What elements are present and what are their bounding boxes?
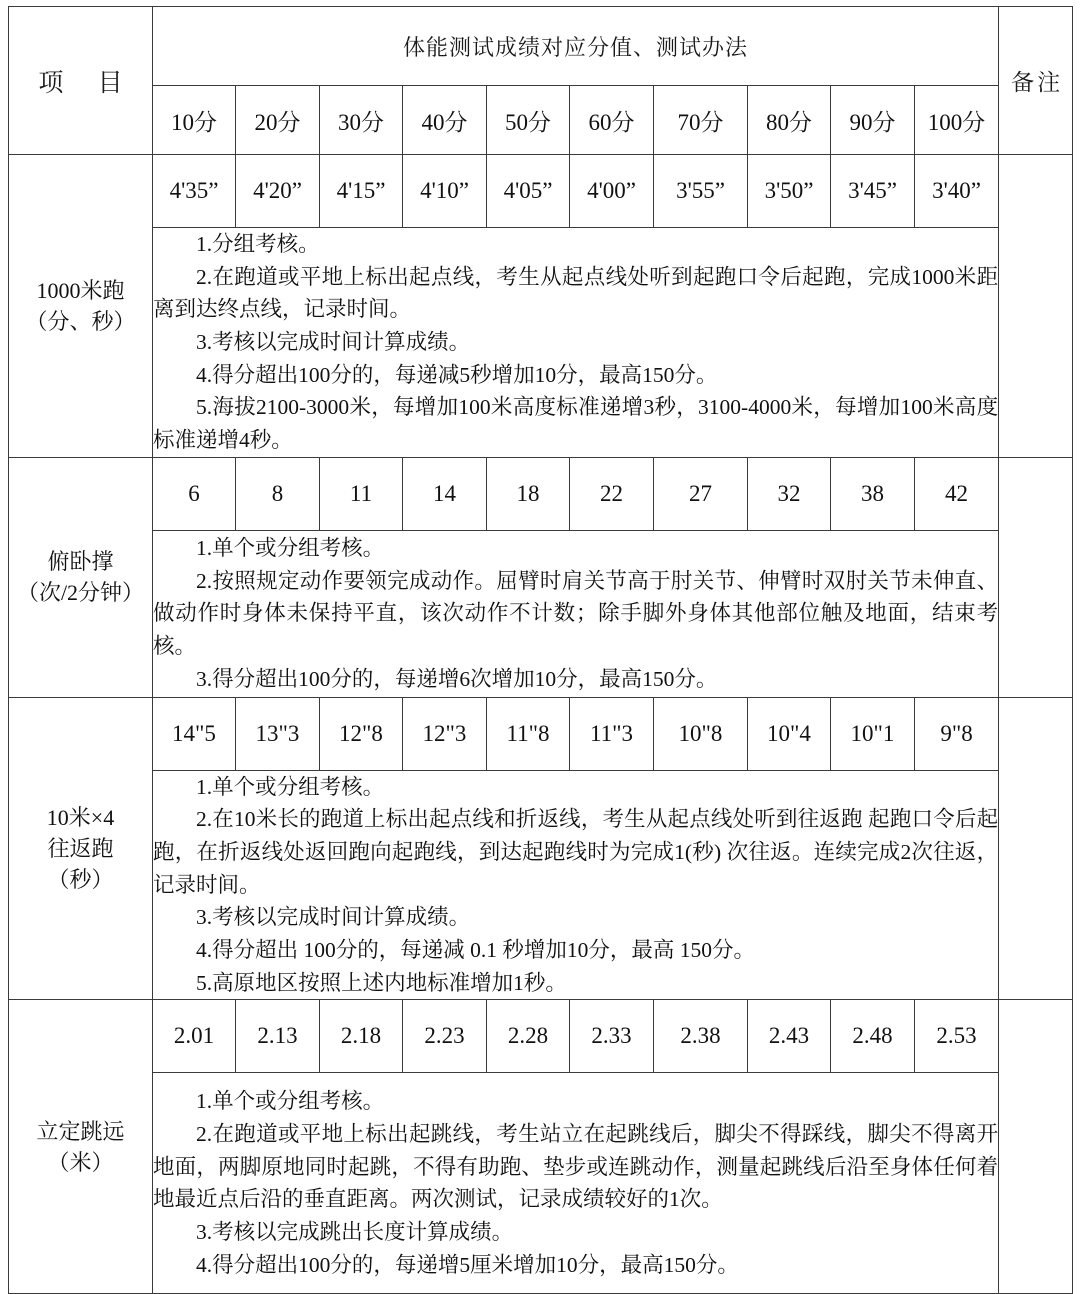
- score-value-cell: 3'55”: [654, 155, 748, 228]
- table-row: [9, 155, 1073, 228]
- column-header-item: 项 目: [9, 7, 153, 155]
- table-row: [9, 1073, 1073, 1294]
- score-value-cell: 4'35”: [153, 155, 236, 228]
- table-row: [9, 228, 1073, 458]
- item-label-standing-long-jump: [9, 1000, 153, 1294]
- score-value-cell: 10"8: [654, 697, 748, 770]
- score-value-cell: 32: [748, 457, 831, 530]
- table-title: 体能测试成绩对应分值、测试办法: [153, 7, 999, 86]
- method-line: 1.单个或分组考核。: [196, 774, 385, 799]
- score-column-header: 100分: [915, 86, 999, 155]
- score-value-cell: 2.33: [570, 1000, 654, 1073]
- score-value-cell: 3'40”: [915, 155, 999, 228]
- score-value-cell: 8: [236, 457, 320, 530]
- score-value-cell: 3'50”: [748, 155, 831, 228]
- score-column-header: 70分: [654, 86, 748, 155]
- score-value-cell: 10"1: [831, 697, 915, 770]
- method-cell-shuttle-run: [153, 770, 999, 1000]
- method-line: 2.在跑道或平地上标出起跳线，考生站立在起跳线后，脚尖不得踩线，脚尖不得离开地面，两脚原地同时起跳，不得有助跑、垫步或连跳动作，测量起跳线后沿至身体任何着地最近点后沿的垂直距离。两次测试，记录成绩较好的1次。: [153, 1122, 999, 1212]
- score-value-cell: 2.43: [748, 1000, 831, 1073]
- score-value-cell: 38: [831, 457, 915, 530]
- score-value-cell: 6: [153, 457, 236, 530]
- score-column-header: 50分: [487, 86, 570, 155]
- score-value-cell: 2.38: [654, 1000, 748, 1073]
- item-label-line: 俯卧撑: [47, 548, 114, 574]
- fitness-standards-table: [8, 6, 1073, 1294]
- method-line: 3.考核以完成跳出长度计算成绩。: [196, 1220, 514, 1245]
- method-line: 1.分组考核。: [196, 232, 320, 256]
- score-value-cell: 2.28: [487, 1000, 570, 1073]
- method-line: 3.考核以完成时间计算成绩。: [196, 330, 471, 355]
- method-line: 3.得分超出100分的，每递增6次增加10分，最高150分。: [196, 666, 718, 691]
- item-label-line: （米）: [47, 1149, 114, 1175]
- method-line: 2.按照规定动作要领完成动作。屈臂时肩关节高于肘关节、伸臂时双肘关节未伸直、做动作时身体未保持平直，该次动作不计数；除手脚外身体其他部位触及地面，结束考核。: [153, 568, 999, 659]
- remark-cell-shuttle-run: [999, 697, 1073, 1000]
- score-value-cell: 14"5: [153, 697, 236, 770]
- item-label-run-1000m: [9, 155, 153, 458]
- score-value-cell: 4'00”: [570, 155, 654, 228]
- method-line: 5.高原地区按照上述内地标准增加1秒。: [196, 970, 567, 995]
- method-cell-standing-long-jump: [153, 1073, 999, 1294]
- score-value-cell: 4'20”: [236, 155, 320, 228]
- item-label-push-ups: [9, 457, 153, 697]
- method-line: 4.得分超出100分的，每递减5秒增加10分，最高150分。: [196, 362, 718, 387]
- score-value-cell: 2.23: [403, 1000, 487, 1073]
- item-label-line: 立定跳远: [36, 1118, 125, 1144]
- table-header: [9, 7, 1073, 155]
- score-value-cell: 11"8: [487, 697, 570, 770]
- table-row: [9, 697, 1073, 770]
- score-value-cell: 22: [570, 457, 654, 530]
- method-line: 4.得分超出100分的，每递增5厘米增加10分，最高150分。: [196, 1252, 739, 1277]
- item-label-line: 10米×4: [46, 804, 115, 830]
- score-value-cell: 11"3: [570, 697, 654, 770]
- score-value-cell: 18: [487, 457, 570, 530]
- table-row: [9, 770, 1073, 1000]
- score-column-header: 80分: [748, 86, 831, 155]
- table-row: [9, 457, 1073, 530]
- remark-cell-run-1000m: [999, 155, 1073, 458]
- score-column-header: 60分: [570, 86, 654, 155]
- score-value-cell: 12"8: [320, 697, 403, 770]
- remark-cell-standing-long-jump: [999, 1000, 1073, 1294]
- score-column-header: 30分: [320, 86, 403, 155]
- score-value-cell: 2.48: [831, 1000, 915, 1073]
- item-label-line: （秒）: [47, 867, 114, 893]
- method-line: 2.在10米长的跑道上标出起点线和折返线，考生从起点线处听到往返跑 起跑口令后起跑，在折返线处返回跑向起跑线，到达起跑线时为完成1(秒) 次往返。连续完成2次往返，记录时间。: [153, 807, 999, 897]
- method-cell-push-ups: [153, 530, 999, 697]
- score-value-cell: 2.53: [915, 1000, 999, 1073]
- method-line: 2.在跑道或平地上标出起点线，考生从起点线处听到起跑口令后起跑，完成1000米距离到达终点线，记录时间。: [153, 264, 999, 322]
- table-row: [9, 530, 1073, 697]
- score-column-header: 40分: [403, 86, 487, 155]
- score-value-cell: 2.18: [320, 1000, 403, 1073]
- score-value-cell: 3'45”: [831, 155, 915, 228]
- table-row: [9, 1000, 1073, 1073]
- score-value-cell: 9"8: [915, 697, 999, 770]
- score-column-header: 90分: [831, 86, 915, 155]
- score-value-cell: 10"4: [748, 697, 831, 770]
- column-header-remark: 备注: [999, 7, 1073, 155]
- item-label-line: 往返跑: [47, 835, 114, 861]
- score-value-cell: 2.13: [236, 1000, 320, 1073]
- method-cell-run-1000m: [153, 228, 999, 458]
- method-line: 3.考核以完成时间计算成绩。: [196, 905, 471, 930]
- score-column-header: 10分: [153, 86, 236, 155]
- table-body: [9, 155, 1073, 1294]
- method-line: 5.海拔2100-3000米，每增加100米高度标准递增3秒，3100-4000米，每增加100米高度标准递增4秒。: [153, 395, 999, 453]
- score-value-cell: 4'05”: [487, 155, 570, 228]
- score-value-cell: 27: [654, 457, 748, 530]
- item-label-line: （次/2分钟）: [16, 580, 145, 606]
- header-row-title: [9, 7, 1073, 86]
- method-line: 1.单个或分组考核。: [196, 1089, 385, 1114]
- score-value-cell: 4'15”: [320, 155, 403, 228]
- score-value-cell: 11: [320, 457, 403, 530]
- header-row-scores: [9, 86, 1073, 155]
- score-value-cell: 13"3: [236, 697, 320, 770]
- score-value-cell: 12"3: [403, 697, 487, 770]
- item-label-line: （分、秒）: [25, 308, 136, 334]
- score-value-cell: 4'10”: [403, 155, 487, 228]
- score-value-cell: 42: [915, 457, 999, 530]
- remark-cell-push-ups: [999, 457, 1073, 697]
- method-line: 4.得分超出 100分的，每递减 0.1 秒增加10分，最高 150分。: [196, 938, 756, 963]
- score-value-cell: 14: [403, 457, 487, 530]
- item-label-line: 1000米跑: [36, 277, 125, 303]
- item-label-shuttle-run: [9, 697, 153, 1000]
- method-line: 1.单个或分组考核。: [196, 536, 385, 561]
- score-value-cell: 2.01: [153, 1000, 236, 1073]
- score-column-header: 20分: [236, 86, 320, 155]
